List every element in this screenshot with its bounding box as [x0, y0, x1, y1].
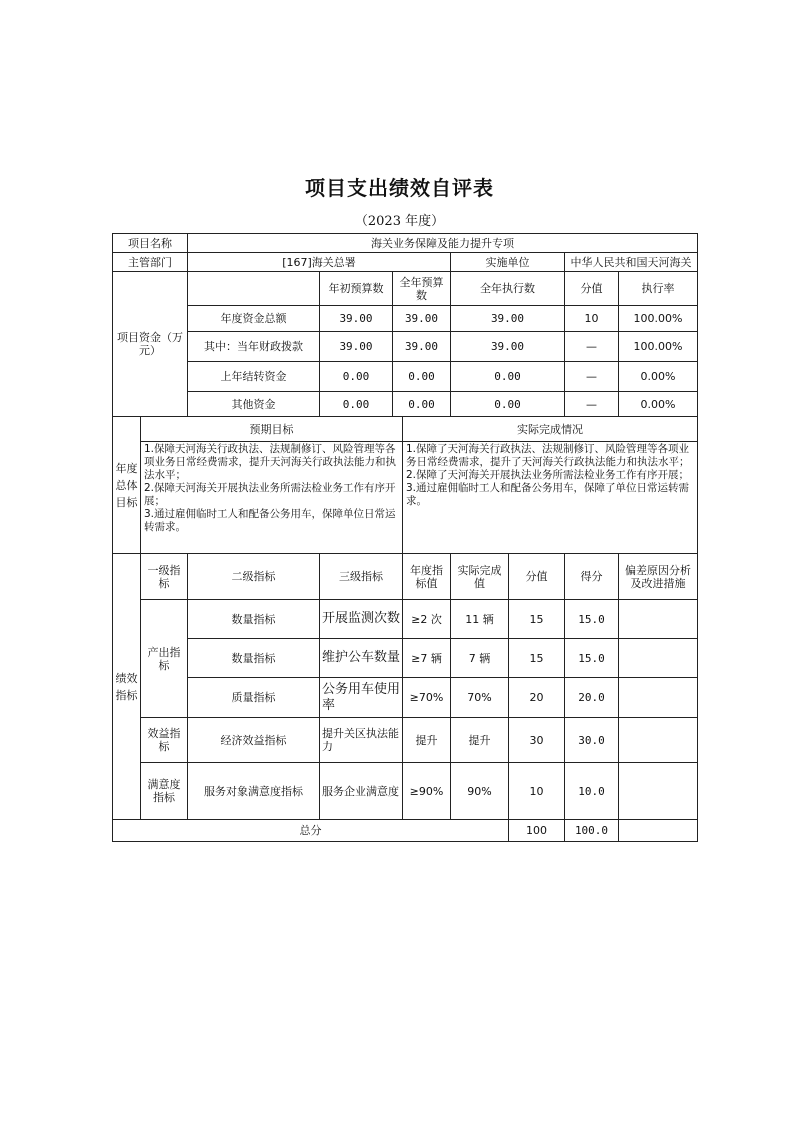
ind-actual: 11 辆 — [451, 600, 509, 639]
total-label: 总分 — [113, 820, 509, 842]
funds-initial: 39.00 — [320, 332, 393, 362]
ind-level2: 服务对象满意度指标 — [188, 763, 320, 820]
group-satisfaction: 满意度指标 — [141, 763, 188, 820]
ind-level2: 经济效益指标 — [188, 718, 320, 763]
ind-level3: 公务用车使用率 — [320, 678, 403, 718]
ind-weight: 30 — [509, 718, 565, 763]
indicator-row — [113, 763, 698, 820]
funds-row — [113, 306, 698, 332]
funds-row — [113, 392, 698, 417]
ind-target: ≥7 辆 — [403, 639, 451, 678]
funds-annual: 0.00 — [393, 362, 451, 392]
ind-target: ≥90% — [403, 763, 451, 820]
ind-target: ≥2 次 — [403, 600, 451, 639]
project-name-value: 海关业务保障及能力提升专项 — [188, 234, 698, 253]
ind-header-deviation: 偏差原因分析及改进措施 — [619, 554, 698, 600]
ind-score: 15.0 — [565, 639, 619, 678]
dept-label: 主管部门 — [113, 253, 188, 272]
total-row — [113, 820, 698, 842]
funds-rate: 0.00% — [619, 392, 698, 417]
funds-executed: 39.00 — [451, 332, 565, 362]
ind-header-level3: 三级指标 — [320, 554, 403, 600]
funds-rate: 100.00% — [619, 332, 698, 362]
ind-deviation — [619, 678, 698, 718]
unit-value: 中华人民共和国天河海关 — [565, 253, 698, 272]
goals-expected-header: 预期目标 — [141, 417, 403, 442]
funds-row-label: 其中：当年财政拨款 — [188, 332, 320, 362]
funds-annual: 0.00 — [393, 392, 451, 417]
group-benefit: 效益指标 — [141, 718, 188, 763]
goals-header-row — [113, 417, 698, 442]
row-department — [113, 253, 698, 272]
ind-deviation — [619, 718, 698, 763]
funds-header-weight: 分值 — [565, 272, 619, 306]
ind-level3: 提升关区执法能力 — [320, 718, 403, 763]
goal-item: 1.保障天河海关行政执法、法规制修订、风险管理等各项业务日常经费需求，提升天河海关行政执法能力和执法水平； — [144, 443, 396, 481]
goals-section-label: 年度总体目标 — [113, 417, 141, 554]
ind-score: 15.0 — [565, 600, 619, 639]
group-output: 产出指标 — [141, 600, 188, 718]
project-name-label: 项目名称 — [113, 234, 188, 253]
page-subtitle: （2023 年度） — [354, 214, 445, 229]
goal-item: 2.保障天河海关开展执法业务所需法检业务工作有序开展； — [144, 482, 396, 507]
ind-score: 10.0 — [565, 763, 619, 820]
ind-header-level1: 一级指标 — [141, 554, 188, 600]
funds-weight: 10 — [565, 306, 619, 332]
ind-weight: 15 — [509, 639, 565, 678]
funds-weight: — — [565, 362, 619, 392]
ind-header-weight: 分值 — [509, 554, 565, 600]
ind-deviation — [619, 600, 698, 639]
funds-initial: 0.00 — [320, 362, 393, 392]
funds-initial: 39.00 — [320, 306, 393, 332]
ind-weight: 15 — [509, 600, 565, 639]
ind-header-score: 得分 — [565, 554, 619, 600]
indicators-header-row — [113, 554, 698, 600]
ind-score: 20.0 — [565, 678, 619, 718]
total-deviation — [619, 820, 698, 842]
row-project-name — [113, 234, 698, 253]
funds-header-rate: 执行率 — [619, 272, 698, 306]
ind-actual: 90% — [451, 763, 509, 820]
indicator-row — [113, 639, 698, 678]
ind-level2: 数量指标 — [188, 600, 320, 639]
funds-rate: 100.00% — [619, 306, 698, 332]
ind-level3: 开展监测次数 — [320, 600, 403, 639]
funds-weight: — — [565, 332, 619, 362]
ind-level3: 维护公车数量 — [320, 639, 403, 678]
funds-section-label: 项目资金（万元） — [113, 272, 188, 417]
funds-annual: 39.00 — [393, 332, 451, 362]
ind-deviation — [619, 763, 698, 820]
funds-header-row — [113, 272, 698, 306]
funds-executed: 0.00 — [451, 362, 565, 392]
indicator-row — [113, 678, 698, 718]
total-score: 100.0 — [565, 820, 619, 842]
ind-weight: 20 — [509, 678, 565, 718]
funds-empty-header — [188, 272, 320, 306]
funds-row-label: 年度资金总额 — [188, 306, 320, 332]
ind-actual: 7 辆 — [451, 639, 509, 678]
goals-actual-header: 实际完成情况 — [403, 417, 698, 442]
ind-level2: 质量指标 — [188, 678, 320, 718]
page-title: 项目支出绩效自评表 — [305, 176, 494, 200]
ind-actual: 提升 — [451, 718, 509, 763]
ind-target: ≥70% — [403, 678, 451, 718]
ind-deviation — [619, 639, 698, 678]
goal-item: 2.保障了天河海关开展执法业务所需法检业务工作有序开展； — [406, 469, 690, 481]
funds-executed: 39.00 — [451, 306, 565, 332]
funds-row — [113, 332, 698, 362]
ind-header-target: 年度指标值 — [403, 554, 451, 600]
ind-weight: 10 — [509, 763, 565, 820]
ind-target: 提升 — [403, 718, 451, 763]
goals-content-row — [113, 442, 698, 554]
goals-expected-content — [141, 442, 403, 554]
funds-row-label: 其他资金 — [188, 392, 320, 417]
funds-header-executed: 全年执行数 — [451, 272, 565, 306]
unit-label: 实施单位 — [451, 253, 565, 272]
ind-header-actual: 实际完成值 — [451, 554, 509, 600]
funds-rate: 0.00% — [619, 362, 698, 392]
funds-row-label: 上年结转资金 — [188, 362, 320, 392]
funds-weight: — — [565, 392, 619, 417]
funds-annual: 39.00 — [393, 306, 451, 332]
indicator-row — [113, 600, 698, 639]
ind-actual: 70% — [451, 678, 509, 718]
funds-executed: 0.00 — [451, 392, 565, 417]
ind-header-level2: 二级指标 — [188, 554, 320, 600]
ind-level2: 数量指标 — [188, 639, 320, 678]
goal-item: 1.保障了天河海关行政执法、法规制修订、风险管理等各项业务日常经费需求，提升了天河海关行政执法能力和执法水平； — [406, 443, 690, 468]
ind-score: 30.0 — [565, 718, 619, 763]
goals-actual-content — [403, 442, 698, 554]
indicators-section-label: 绩效指标 — [113, 554, 141, 820]
funds-row — [113, 362, 698, 392]
goal-item: 3.通过雇佣临时工人和配备公务用车，保障了单位日常运转需求。 — [406, 482, 690, 507]
funds-header-initial: 年初预算数 — [320, 272, 393, 306]
indicator-row — [113, 718, 698, 763]
funds-header-annual: 全年预算数 — [393, 272, 451, 306]
dept-value: [167]海关总署 — [188, 253, 451, 272]
goal-item: 3.通过雇佣临时工人和配备公务用车，保障单位日常运转需求。 — [144, 508, 396, 533]
funds-initial: 0.00 — [320, 392, 393, 417]
ind-level3: 服务企业满意度 — [320, 763, 403, 820]
total-weight: 100 — [509, 820, 565, 842]
self-evaluation-table — [112, 233, 698, 842]
